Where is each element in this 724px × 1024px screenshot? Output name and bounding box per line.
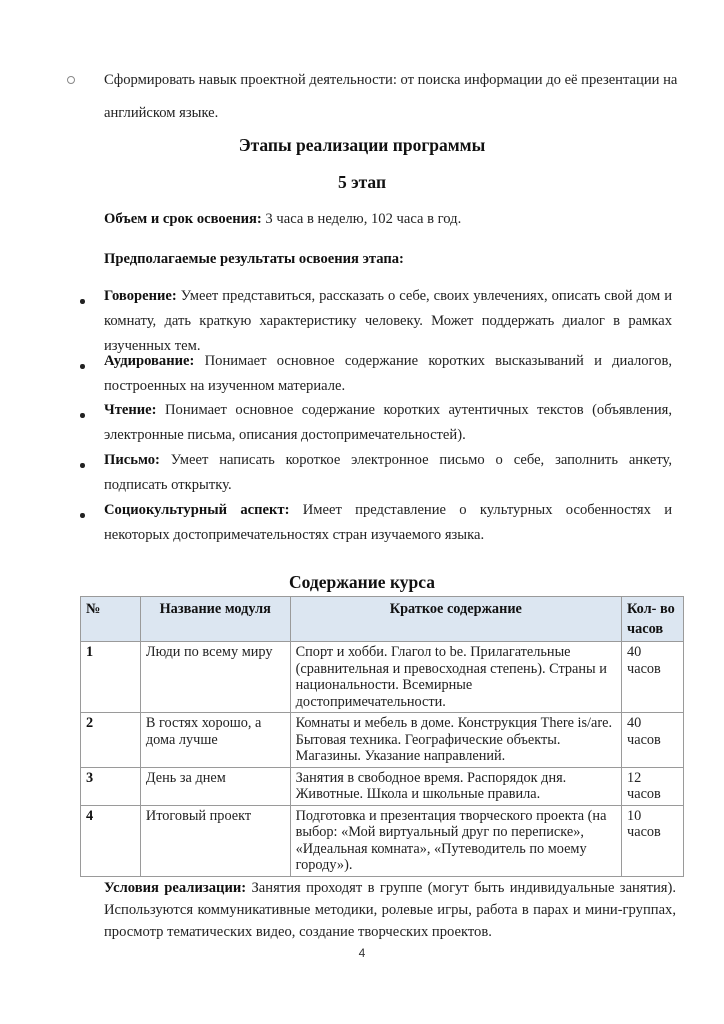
cell-number: 1 bbox=[81, 642, 141, 713]
header-hours: Кол- во часов bbox=[622, 597, 684, 642]
result-text: Понимает основное содержание коротких аутентичных текстов (объявления, электронные письма, описания достопримечательностей). bbox=[104, 402, 672, 443]
table-row bbox=[81, 805, 684, 876]
hollow-circle-bullet-icon bbox=[67, 76, 75, 84]
result-text: Умеет представиться, рассказать о себе, своих увлечениях, описать свой дом и комнату, дать краткую характеристику человеку. Может поддержать диалог в рамках изученных тем. bbox=[104, 288, 672, 354]
course-table bbox=[80, 596, 684, 877]
cell-hours: 10 часов bbox=[622, 805, 684, 876]
table-row bbox=[81, 642, 684, 713]
result-item-listening bbox=[104, 349, 672, 399]
bullet-icon bbox=[80, 413, 85, 418]
result-label: Аудирование: bbox=[104, 353, 195, 369]
cell-number: 2 bbox=[81, 713, 141, 768]
stage-heading: 5 этап bbox=[337, 172, 387, 192]
cell-number: 4 bbox=[81, 805, 141, 876]
bullet-icon bbox=[80, 364, 85, 369]
section-heading: Этапы реализации программы bbox=[238, 135, 486, 155]
result-label: Говорение: bbox=[104, 288, 177, 304]
header-summary: Краткое содержание bbox=[290, 597, 621, 642]
result-label: Письмо: bbox=[104, 452, 160, 468]
cell-content: Комнаты и мебель в доме. Конструкция There is/are. Бытовая техника. Географические объекты. Магазины. Указание направлений. bbox=[290, 713, 621, 768]
result-item-speaking bbox=[104, 284, 672, 359]
cell-module: Итоговый проект bbox=[140, 805, 290, 876]
table-row bbox=[81, 713, 684, 768]
volume-value: 3 часа в неделю, 102 часа в год. bbox=[261, 211, 462, 227]
conditions-paragraph bbox=[104, 877, 676, 943]
cell-hours: 40 часов bbox=[622, 713, 684, 768]
cell-hours: 40 часов bbox=[622, 642, 684, 713]
cell-module: В гостях хорошо, а дома лучше bbox=[140, 713, 290, 768]
result-item-reading bbox=[104, 398, 672, 448]
result-label: Чтение: bbox=[104, 402, 157, 418]
result-text: Понимает основное содержание коротких высказываний и диалогов, построенных на изученном материале. bbox=[104, 353, 672, 394]
volume-label: Объем и срок освоения: bbox=[104, 211, 262, 227]
cell-content: Занятия в свободное время. Распорядок дня. Животные. Школа и школьные правила. bbox=[290, 767, 621, 805]
bullet-icon bbox=[80, 299, 85, 304]
intro-item-line2: английском языке. bbox=[104, 105, 219, 121]
header-number: № bbox=[81, 597, 141, 642]
result-label: Социокультурный аспект: bbox=[104, 502, 290, 518]
result-item-writing bbox=[104, 448, 672, 498]
conditions-label: Условия реализации: bbox=[104, 880, 247, 896]
cell-content: Спорт и хобби. Глагол to be. Прилагательные (сравнительная и превосходная степень). Страны и национальности. Всемирные достопримечательности. bbox=[290, 642, 621, 713]
cell-content: Подготовка и презентация творческого проекта (на выбор: «Мой виртуальный друг по переписке», «Идеальная комната», «Путеводитель по моему городу»). bbox=[290, 805, 621, 876]
volume-line bbox=[104, 207, 672, 231]
cell-module: День за днем bbox=[140, 767, 290, 805]
cell-module: Люди по всему миру bbox=[140, 642, 290, 713]
cell-number: 3 bbox=[81, 767, 141, 805]
result-text: Умеет написать короткое электронное письмо о себе, заполнить анкету, подписать открытку. bbox=[104, 452, 672, 493]
result-item-sociocultural bbox=[104, 498, 672, 548]
table-title: Содержание курса bbox=[288, 572, 436, 592]
bullet-icon bbox=[80, 513, 85, 518]
intro-item bbox=[104, 68, 684, 125]
header-module-name: Название модуля bbox=[140, 597, 290, 642]
page-number: 4 bbox=[358, 946, 366, 960]
table-row bbox=[81, 767, 684, 805]
conditions-text: Занятия проходят в группе (могут быть индивидуальные занятия). Используются коммуникативные методики, ролевые игры, работа в парах и мини-группах, просмотр тематических видео, создание творческих проектов. bbox=[104, 880, 676, 940]
table-header-row bbox=[81, 597, 684, 642]
result-text: Имеет представление о культурных особенностях и некоторых достопримечательностях стран изучаемого языка. bbox=[104, 502, 673, 543]
intro-item-line1: Сформировать навык проектной деятельности: от поиска информации до её презентации на bbox=[104, 72, 678, 88]
bullet-icon bbox=[80, 463, 85, 468]
cell-hours: 12 часов bbox=[622, 767, 684, 805]
results-heading: Предполагаемые результаты освоения этапа: bbox=[104, 251, 404, 267]
